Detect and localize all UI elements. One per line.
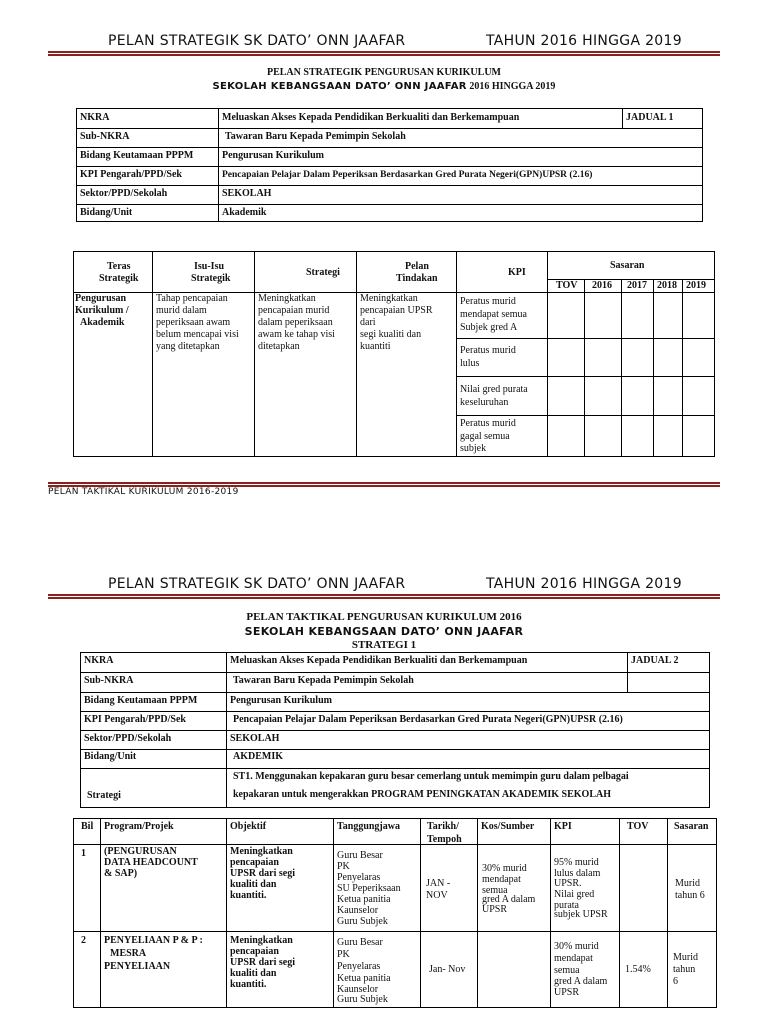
- r1-tanggungjawab: Ketua panitia: [337, 894, 391, 905]
- teras-line: Akademik: [80, 317, 125, 328]
- p2-subnkra-value: Tawaran Baru Kepada Pemimpin Sekolah: [233, 675, 414, 686]
- r1-sasaran: tahun 6: [675, 890, 705, 901]
- h-2018: 2018: [657, 280, 677, 291]
- r1-kpi: Nilai gred: [554, 889, 595, 900]
- h2-tanggungjawab: Tanggungjawa: [337, 821, 400, 832]
- r2-sasaran: Murid: [673, 952, 698, 963]
- r1-tanggungjawab: Penyelaras: [337, 872, 381, 883]
- r2-tanggungjawab: Guru Besar: [337, 937, 383, 948]
- r1-objektif: Meningkatkan: [230, 846, 293, 857]
- page2-title: PELAN TAKTIKAL PENGURUSAN KURIKULUM 2016: [246, 611, 522, 623]
- p2-nkra-label: NKRA: [84, 655, 114, 666]
- isu-line: Tahap pencapaian: [156, 293, 228, 304]
- r2-tov: 1.54%: [625, 964, 651, 975]
- r2-tanggungjawab: PK: [337, 949, 350, 960]
- page2-info-table: [80, 652, 710, 808]
- page2-plan-table: [73, 818, 717, 1008]
- r2-program: PENYELIAAN: [104, 961, 171, 972]
- page2-header-left: PELAN STRATEGIK SK DATO’ ONN JAAFAR: [108, 576, 406, 592]
- r2-bil: 2: [81, 935, 86, 946]
- page1-info-table: [76, 108, 703, 222]
- h-isu-1: Isu-Isu: [194, 261, 225, 272]
- p1-nkra-label: NKRA: [80, 112, 110, 123]
- r1-objektif: kuantiti.: [230, 890, 267, 901]
- h-isu-2: Strategik: [191, 273, 231, 284]
- r1-program: & SAP): [104, 868, 138, 879]
- page1-footer: PELAN TAKTIKAL KURIKULUM 2016-2019: [48, 487, 239, 497]
- isu-line: yang ditetapkan: [156, 341, 220, 352]
- p2-kpi-label: KPI Pengarah/PPD/Sek: [84, 714, 186, 725]
- r1-tanggungjawab: Guru Besar: [337, 850, 383, 861]
- r1-objektif: UPSR dari segi: [230, 868, 295, 879]
- p1-subnkra-value: Tawaran Baru Kepada Pemimpin Sekolah: [225, 131, 406, 142]
- h2-bil: Bil: [81, 821, 94, 832]
- pelan-line: Meningkatkan: [360, 293, 418, 304]
- r1-tarikh: NOV: [426, 890, 448, 901]
- p1-sektor-value: SEKOLAH: [222, 188, 272, 199]
- kpi-line: Peratus murid: [460, 345, 516, 356]
- r2-tanggungjawab: Guru Subjek: [337, 994, 388, 1005]
- p2-subnkra-label: Sub-NKRA: [84, 675, 134, 686]
- h-sasaran: Sasaran: [610, 260, 645, 271]
- h2-tempoh: Tempoh: [427, 834, 462, 845]
- r1-program: DATA HEADCOUNT: [104, 857, 198, 868]
- page1-year-range: 2016 HINGGA 2019: [466, 81, 556, 92]
- page1-subtitle: [0, 81, 768, 92]
- p2-sektor-value: SEKOLAH: [230, 733, 280, 744]
- r1-tarikh: JAN -: [426, 878, 451, 889]
- strategi-line: pencapaian murid: [258, 305, 330, 316]
- r1-bil: 1: [81, 848, 86, 859]
- p2-jadual: JADUAL 2: [631, 655, 679, 666]
- page2-header-right: TAHUN 2016 HINGGA 2019: [486, 576, 682, 592]
- strategi-line: awam ke tahap visi: [258, 329, 335, 340]
- teras-line: Kurikulum /: [75, 305, 129, 316]
- h2-objektif: Objektif: [230, 821, 267, 832]
- h2-program: Program/Projek: [104, 821, 174, 832]
- r2-objektif: kualiti dan: [230, 968, 277, 979]
- p2-nkra-value: Meluaskan Akses Kepada Pendidikan Berkualiti dan Berkemampuan: [230, 655, 528, 666]
- r1-sasaran: Murid: [675, 878, 700, 889]
- h2-kpi: KPI: [554, 821, 572, 832]
- strategi-line: dalam peperiksaan: [258, 317, 333, 328]
- p2-bidang-label: Bidang Keutamaan PPPM: [84, 695, 198, 706]
- r1-tanggungjawab: PK: [337, 861, 350, 872]
- h-teras-2: Strategik: [99, 273, 139, 284]
- r2-program: MESRA: [110, 948, 147, 959]
- h-kpi: KPI: [508, 267, 526, 278]
- p1-jadual: JADUAL 1: [626, 112, 674, 123]
- r1-kpi: lulus dalam: [554, 868, 601, 879]
- p2-strategi-label: Strategi: [87, 790, 121, 801]
- r2-kpi: gred A dalam: [554, 976, 608, 987]
- isu-line: peperiksaan awam: [156, 317, 231, 328]
- page2-strategi-title: STRATEGI 1: [351, 639, 417, 651]
- r2-program: PENYELIAAN P & P :: [104, 935, 203, 946]
- r1-kpi: purata: [554, 900, 579, 911]
- r2-objektif: Meningkatkan: [230, 935, 293, 946]
- h2-tov: TOV: [627, 821, 649, 832]
- r1-objektif: pencapaian: [230, 857, 279, 868]
- h-strategi: Strategi: [306, 267, 340, 278]
- r1-kos: mendapat: [482, 874, 521, 885]
- p1-bidang-value: Pengurusan Kurikulum: [222, 150, 324, 161]
- kpi-line: Peratus murid: [460, 296, 516, 307]
- p1-kpi-value: Pencapaian Pelajar Dalam Peperiksan Berdasarkan Gred Purata Negeri(GPN)UPSR (2.16): [222, 170, 593, 180]
- h-teras-1: Teras: [107, 261, 131, 272]
- r2-tanggungjawab: Kaunselor: [337, 984, 379, 995]
- r2-sasaran: 6: [673, 976, 678, 987]
- h-pelan-2: Tindakan: [396, 273, 438, 284]
- h2-sasaran: Sasaran: [674, 821, 709, 832]
- p2-unit-value: AKDEMIK: [233, 751, 283, 762]
- kpi-line: lulus: [460, 358, 480, 369]
- p1-sektor-label: Sektor/PPD/Sekolah: [80, 188, 168, 199]
- p1-unit-value: Akademik: [222, 207, 267, 218]
- r1-kpi: 95% murid: [554, 857, 599, 868]
- h-pelan-1: Pelan: [405, 261, 429, 272]
- p1-nkra-value: Meluaskan Akses Kepada Pendidikan Berkualiti dan Berkemampuan: [222, 112, 520, 123]
- r1-tanggungjawab: Kaunselor: [337, 905, 379, 916]
- r2-kpi: UPSR: [554, 987, 580, 998]
- r1-program: (PENGURUSAN: [104, 846, 177, 857]
- page1-strategy-table: [73, 251, 715, 457]
- page1-title: PELAN STRATEGIK PENGURUSAN KURIKULUM: [266, 67, 501, 78]
- r2-kpi: semua: [554, 965, 580, 976]
- kpi-line: mendapat semua: [460, 309, 527, 320]
- p1-bidang-label: Bidang Keutamaan PPPM: [80, 150, 194, 161]
- r2-objektif: pencapaian: [230, 946, 279, 957]
- kpi-line: subjek: [460, 443, 487, 454]
- p2-sektor-label: Sektor/PPD/Sekolah: [84, 733, 172, 744]
- r1-kos: 30% murid: [482, 863, 527, 874]
- h-2019: 2019: [686, 280, 706, 291]
- h2-kos: Kos/Sumber: [481, 821, 535, 832]
- r1-kpi: subjek UPSR: [554, 909, 608, 920]
- isu-line: belum mencapai visi: [156, 329, 239, 340]
- r1-kpi: UPSR.: [554, 878, 582, 889]
- p2-unit-label: Bidang/Unit: [84, 751, 137, 762]
- strategi-line: Meningkatkan: [258, 293, 316, 304]
- page2-header-rule: [48, 594, 720, 599]
- r2-objektif: kuantiti.: [230, 979, 267, 990]
- p1-subnkra-label: Sub-NKRA: [80, 131, 130, 142]
- r2-objektif: UPSR dari segi: [230, 957, 295, 968]
- r1-kos: semua: [482, 885, 508, 896]
- r1-kos: gred A dalam: [482, 894, 536, 905]
- page1-header-right: TAHUN 2016 HINGGA 2019: [486, 33, 682, 49]
- kpi-line: Nilai gred purata: [460, 384, 528, 395]
- p2-bidang-value: Pengurusan Kurikulum: [230, 695, 332, 706]
- kpi-line: Subjek gred A: [460, 322, 518, 333]
- p1-kpi-label: KPI Pengarah/PPD/Sek: [80, 169, 182, 180]
- h-2017: 2017: [627, 280, 647, 291]
- kpi-line: keseluruhan: [460, 397, 509, 408]
- r2-tarikh: Jan- Nov: [429, 964, 466, 975]
- r2-sasaran: tahun: [673, 964, 696, 975]
- pelan-line: pencapaian UPSR: [360, 305, 433, 316]
- teras-line: Pengurusan: [75, 293, 127, 304]
- p2-strategi-line2: kepakaran untuk mengerakkan PROGRAM PENINGKATAN AKADEMIK SEKOLAH: [233, 789, 612, 800]
- page1-school-name: SEKOLAH KEBANGSAAN DATO’ ONN JAAFAR: [212, 81, 467, 92]
- h2-tarikh: Tarikh/: [427, 821, 459, 832]
- r2-tanggungjawab: Ketua panitia: [337, 973, 391, 984]
- r2-kpi: 30% murid: [554, 941, 599, 952]
- r2-tanggungjawab: Penyelaras: [337, 961, 381, 972]
- pelan-line: dari: [360, 317, 376, 328]
- r1-tanggungjawab: SU Peperiksaan: [337, 883, 401, 894]
- page1-header-left: PELAN STRATEGIK SK DATO’ ONN JAAFAR: [108, 33, 406, 49]
- r1-tanggungjawab: Guru Subjek: [337, 916, 388, 927]
- isu-line: murid dalam: [156, 305, 207, 316]
- page2-school-name: SEKOLAH KEBANGSAAN DATO’ ONN JAAFAR: [244, 625, 524, 638]
- page1-header-rule: [48, 51, 720, 56]
- kpi-line: gagal semua: [460, 431, 510, 442]
- kpi-line: Peratus murid: [460, 418, 516, 429]
- h-tov: TOV: [556, 280, 578, 291]
- p2-kpi-value: Pencapaian Pelajar Dalam Peperiksan Berdasarkan Gred Purata Negeri(GPN)UPSR (2.16): [233, 714, 623, 725]
- r2-kpi: mendapat: [554, 953, 593, 964]
- p1-unit-label: Bidang/Unit: [80, 207, 133, 218]
- r1-objektif: kualiti dan: [230, 879, 277, 890]
- pelan-line: segi kualiti dan: [360, 329, 422, 340]
- strategi-line: ditetapkan: [258, 341, 300, 352]
- pelan-line: kuantiti: [360, 341, 391, 352]
- h-2016: 2016: [592, 280, 612, 291]
- r1-kos: UPSR: [482, 904, 508, 915]
- p2-strategi-line1: ST1. Menggunakan kepakaran guru besar cemerlang untuk memimpin guru dalam pelbagai: [233, 771, 629, 782]
